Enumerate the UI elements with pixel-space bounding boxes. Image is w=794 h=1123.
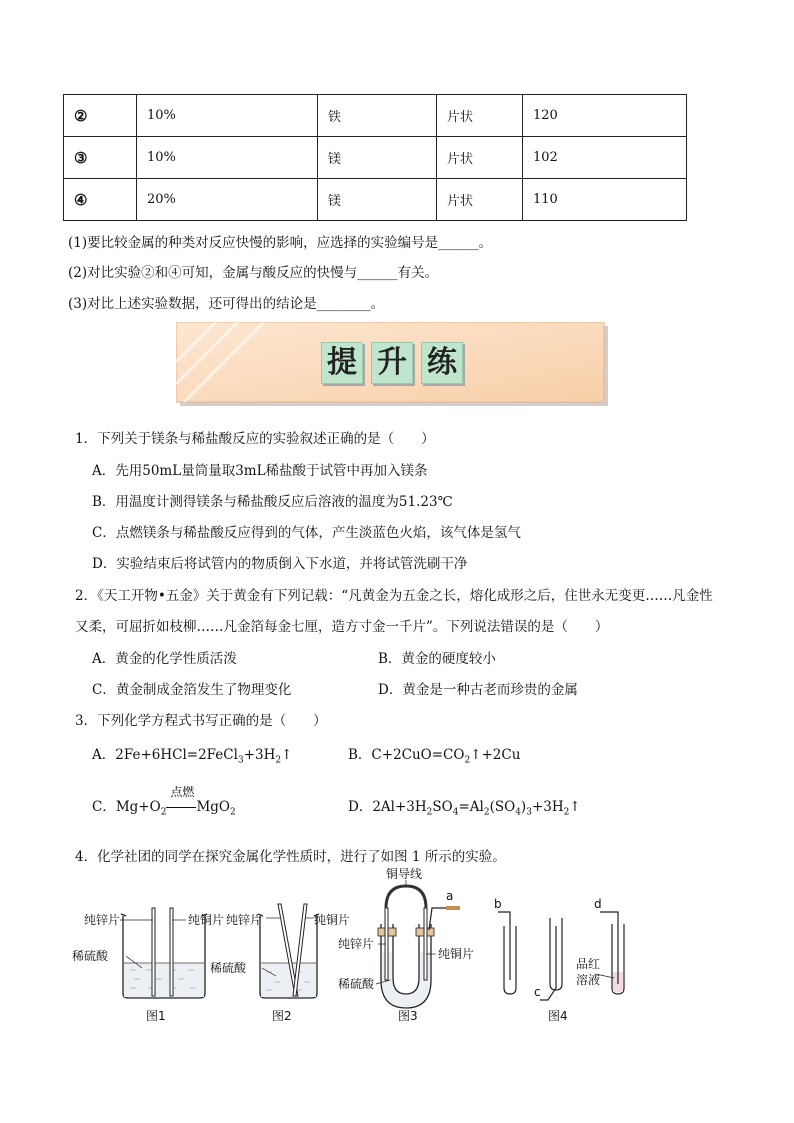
formula-part: SO	[432, 799, 453, 815]
q4-stem: 4．化学社团的同学在探究金属化学性质时，进行了如图 1 所示的实验。	[75, 849, 506, 865]
fig4-caption: 图4	[548, 1009, 568, 1023]
fig3-acid-label: 稀硫酸	[338, 977, 375, 991]
fig4-b-label: b	[494, 897, 502, 911]
formula-subscript: 3	[526, 807, 532, 818]
formula-subscript: 4	[452, 807, 459, 818]
banner-char-1: 提	[321, 342, 363, 384]
table-cell-shape: 片状	[437, 137, 523, 179]
formula-subscript: 2	[483, 807, 490, 818]
option-label: B．	[348, 747, 372, 763]
option-label: D．	[348, 799, 373, 815]
q3-option-c	[92, 785, 236, 818]
q3-stem: 3．下列化学方程式书写正确的是（ ）	[75, 713, 327, 729]
option-label: A．	[92, 747, 116, 763]
fig2-zinc-label: 纯锌片	[226, 913, 263, 927]
sub-question-1: (1)要比较金属的种类对反应快慢的影响，应选择的实验编号是______。	[68, 235, 493, 251]
formula-part: MgO	[196, 799, 230, 815]
figure-3	[338, 868, 474, 1023]
figure-2	[210, 904, 350, 1023]
formula-part: +3H	[531, 799, 564, 815]
formula-part: (SO	[489, 799, 516, 815]
formula-part: 2Al+3H	[372, 799, 427, 815]
q2-option-d: D．黄金是一种古老而珍贵的金属	[378, 682, 578, 698]
fig2-caption: 图2	[272, 1009, 292, 1023]
sub-question-3: (3)对比上述实验数据，还可得出的结论是________。	[68, 296, 385, 312]
formula-part: +3H	[243, 747, 276, 763]
table-cell-metal: 镁	[318, 179, 437, 221]
formula-part: Mg+O	[115, 799, 161, 815]
q2-option-c: C．黄金制成金箔发生了物理变化	[92, 682, 292, 698]
fig3-caption: 图3	[398, 1009, 418, 1023]
table-cell-shape: 片状	[437, 179, 523, 221]
experiment-figures	[60, 868, 740, 1028]
q3-option-b	[348, 743, 520, 766]
table-cell-value: 102	[523, 137, 687, 179]
table-cell-value: 120	[523, 95, 687, 137]
fig3-a-label: a	[446, 889, 454, 903]
q2-stem-line2: 又柔，可屈折如枝柳……凡金箔每金七厘，造方寸金一千片”。下列说法错误的是（ ）	[75, 619, 609, 635]
fig1-copper-label: 纯铜片	[188, 913, 225, 927]
q1-option-c: C．点燃镁条与稀盐酸反应得到的气体，产生淡蓝色火焰，该气体是氢气	[92, 525, 521, 541]
q3-option-a	[92, 743, 292, 766]
table-row	[64, 137, 687, 179]
banner-char-3: 练	[421, 342, 463, 384]
condition-text: 点燃	[170, 785, 195, 799]
fig4-d-label: d	[594, 897, 602, 911]
experiment-table	[63, 94, 687, 221]
q1-option-b: B．用温度计测得镁条与稀盐酸反应后溶液的温度为51.23℃	[92, 494, 453, 510]
formula-subscript: 2	[464, 755, 471, 766]
formula-subscript: 2	[275, 755, 282, 766]
fig3-wire-label: 铜导线	[386, 868, 423, 881]
formula-subscript: 4	[515, 807, 521, 818]
formula-part: ↑+2Cu	[470, 747, 521, 763]
formula-part: =Al	[458, 799, 484, 815]
table-cell-no: ②	[64, 95, 137, 137]
reaction-condition	[166, 785, 196, 815]
fig1-caption: 图1	[146, 1009, 166, 1023]
figure-4	[494, 897, 624, 1023]
formula-subscript: 2	[160, 807, 167, 818]
condition-line	[166, 807, 196, 808]
formula-part: C+2CuO=CO	[371, 747, 465, 763]
figure-1	[72, 908, 224, 1023]
table-cell-conc: 10%	[137, 137, 318, 179]
table-cell-no: ③	[64, 137, 137, 179]
table-row	[64, 95, 687, 137]
fig3-copper-label: 纯铜片	[438, 947, 475, 961]
fig1-acid-label: 稀硫酸	[72, 949, 109, 963]
formula-part: 2Fe+6HCl=2FeCl	[115, 747, 238, 763]
table-row	[64, 179, 687, 221]
fig1-zinc-label: 纯锌片	[84, 913, 121, 927]
table-cell-no: ④	[64, 179, 137, 221]
q2-option-b: B．黄金的硬度较小	[378, 651, 496, 667]
formula-part: )	[520, 799, 527, 815]
sub-question-2: (2)对比实验②和④可知，金属与酸反应的快慢与______有关。	[68, 265, 439, 281]
banner-char-2: 升	[371, 342, 413, 384]
fig2-acid-label: 稀硫酸	[210, 961, 247, 975]
formula-subscript: 3	[237, 755, 244, 766]
q2-option-a: A．黄金的化学性质活泼	[92, 651, 237, 667]
formula-subscript: 2	[563, 807, 570, 818]
fig4-c-label: c	[534, 985, 541, 999]
option-label: C．	[92, 799, 116, 815]
fig2-copper-label: 纯铜片	[314, 913, 351, 927]
table-cell-value: 110	[523, 179, 687, 221]
fig4-dye-label-2: 溶液	[576, 973, 601, 987]
table-cell-metal: 铁	[318, 95, 437, 137]
gas-arrow: ↑	[569, 799, 581, 815]
fig4-dye-label-1: 品红	[576, 957, 601, 971]
formula-subscript: 2	[229, 807, 236, 818]
formula-subscript: 2	[426, 807, 433, 818]
fig3-zinc-label: 纯锌片	[338, 937, 375, 951]
q3-option-d	[348, 795, 581, 818]
table-cell-metal: 镁	[318, 137, 437, 179]
q1-option-d: D．实验结束后将试管内的物质倒入下水道，并将试管洗刷干净	[92, 556, 468, 572]
table-cell-conc: 10%	[137, 95, 318, 137]
q1-stem: 1．下列关于镁条与稀盐酸反应的实验叙述正确的是（ ）	[75, 431, 435, 447]
table-cell-conc: 20%	[137, 179, 318, 221]
q1-option-a: A．先用50mL量筒量取3mL稀盐酸于试管中再加入镁条	[92, 463, 428, 479]
table-cell-shape: 片状	[437, 95, 523, 137]
q2-stem-line1: 2．《天工开物•五金》关于黄金有下列记载：“凡黄金为五金之长，熔化成形之后，住世永无变更……凡金性	[75, 588, 713, 604]
gas-arrow: ↑	[281, 747, 293, 763]
